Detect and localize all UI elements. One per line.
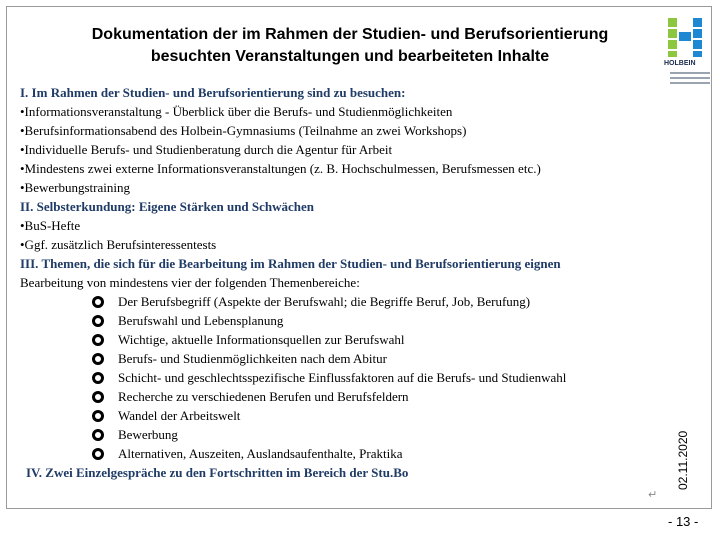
topic-label: Berufswahl und Lebensplanung — [118, 313, 284, 328]
list-item: •Berufsinformationsabend des Holbein-Gymnasiums (Teilnahme an zwei Workshops) — [20, 123, 467, 138]
list-item: •Informationsveranstaltung - Überblick über die Berufs- und Studienmöglichkeiten — [20, 104, 453, 119]
list-item: •BuS-Hefte — [20, 218, 81, 233]
circle-bullet-icon — [92, 391, 104, 403]
topic-label: Schicht- und geschlechtsspezifische Einflussfaktoren auf die Berufs- und Studienwahl — [118, 370, 567, 385]
section3-intro: Bearbeitung von mindestens vier der folgenden Themenbereiche: — [20, 275, 360, 290]
page-title — [40, 24, 660, 68]
topic-item — [20, 311, 700, 330]
circle-bullet-icon — [92, 448, 104, 460]
topic-label: Berufs- und Studienmöglichkeiten nach dem Abitur — [118, 351, 387, 366]
section3-heading: III. Themen, die sich für die Bearbeitung im Rahmen der Studien- und Berufsorientierung eignen — [20, 256, 561, 271]
return-mark-icon: ↵ — [648, 488, 658, 501]
title-line-1: Dokumentation der im Rahmen der Studien- und Berufsorientierung — [91, 26, 609, 43]
topic-label: Bewerbung — [118, 427, 178, 442]
list-item: •Bewerbungstraining — [20, 180, 130, 195]
circle-bullet-icon — [92, 410, 104, 422]
list-item: •Ggf. zusätzlich Berufsinteressentests — [20, 237, 217, 252]
section2-heading: II. Selbsterkundung: Eigene Stärken und Schwächen — [20, 199, 315, 214]
page-number: - 13 - — [668, 514, 699, 529]
topic-item — [20, 406, 700, 425]
section4-heading: IV. Zwei Einzelgespräche zu den Fortschritten im Bereich der Stu.Bo — [26, 465, 409, 480]
circle-bullet-icon — [92, 296, 104, 308]
topic-label: Wandel der Arbeitswelt — [118, 408, 241, 423]
date-label: 02.11.2020 — [676, 430, 690, 490]
title-line-2: besuchten Veranstaltungen und bearbeiteten Inhalte — [150, 48, 550, 65]
topic-label: Alternativen, Auszeiten, Auslandsaufenthalte, Praktika — [118, 446, 403, 461]
circle-bullet-icon — [92, 315, 104, 327]
section1-heading: I. Im Rahmen der Studien- und Berufsorientierung sind zu besuchen: — [20, 85, 406, 100]
topic-item — [20, 292, 700, 311]
list-item: •Mindestens zwei externe Informationsveranstaltungen (z. B. Hochschulmessen, Berufsmessen etc.) — [20, 161, 541, 176]
logo-wordmark: HOLBEIN — [664, 60, 696, 67]
circle-bullet-icon — [92, 372, 104, 384]
topic-item — [20, 444, 700, 463]
topic-item — [20, 425, 700, 444]
topic-label: Der Berufsbegriff (Aspekte der Berufswahl; die Begriffe Beruf, Job, Berufung) — [118, 294, 531, 309]
topic-label: Recherche zu verschiedenen Berufen und Berufsfeldern — [118, 389, 409, 404]
circle-bullet-icon — [92, 353, 104, 365]
topic-label: Wichtige, aktuelle Informationsquellen zur Berufswahl — [118, 332, 405, 347]
circle-bullet-icon — [92, 429, 104, 441]
topic-item — [20, 387, 700, 406]
topic-item — [20, 368, 700, 387]
circle-bullet-icon — [92, 334, 104, 346]
list-item: •Individuelle Berufs- und Studienberatung durch die Agentur für Arbeit — [20, 142, 393, 157]
topic-item — [20, 330, 700, 349]
document-content — [20, 83, 700, 482]
topic-item — [20, 349, 700, 368]
